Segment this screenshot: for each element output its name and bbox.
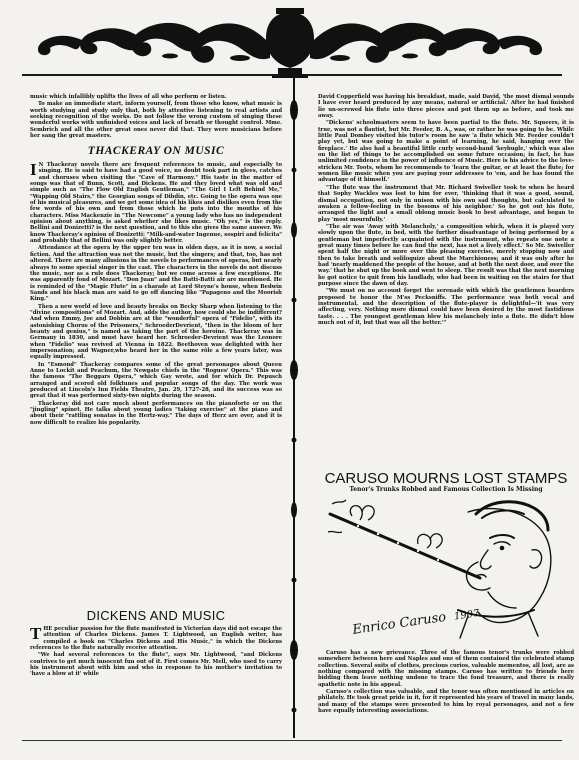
dickens-continuation (318, 94, 574, 327)
dickens-paragraph: HE peculiar passion for the flute manifested in Victorian days did not escape the attention of Charles Dickens. James T. Lightwood, an English writer, has compiled a book on "Charles Dickens and His Music," in which the Dickens references to the flute naturally receive attention. (30, 626, 282, 652)
dickens-paragraph: "We had several references to the flute", says Mr. Lightwood, "and Dickens contrives to get much innocent fun out of it. First comes Mr. Mell, who used to carry his instrument about with him and who in response to his mother's invitation to 'have a blow at it' while (30, 652, 282, 678)
continuation-paragraph: "The flute was the instrument that Mr. Richard Swiveller took to when he heard that Sophy Wackles was lost to him for ever, 'thinking that it was a good, sound, dismal occupation, not only in unison with his own sad thoughts, but calculated to awaken a fellow-feeling in the bosoms of his neighbor.' So he got out his flute, arranged the light and a small oblong music book to best advantage, and began to play 'most mournfully.' (318, 184, 574, 223)
thackeray-paragraph: Thackeray did not care much about performances on the pianoforte or on the "jingling" spinet. He talks about young ladies "taking exercise" at the piano and about their "rattling sonatas in the Hertz-way." The days of Herz are over, and it is now difficult to realize his popularity. (30, 400, 282, 426)
dickens-heading: DICKENS AND MUSIC (86, 608, 226, 623)
intro-text (30, 94, 282, 140)
intro-paragraph: music which infallibly uplifts the lives of all who perform or listen. (30, 94, 227, 100)
intro-paragraph: To make an immediate start, inform yourself, from those who know, what music is worth studying and study only that, both by attentive listening to real artists and seeking recognition of the works. Do not follow the wrong custom of singing these wonderful works with unfinished voices and lack of breath or thought control. Mme. Sembrich and all the other great ones never did that. They were musicians before her sang the great masters. (30, 101, 282, 140)
continuation-paragraph: "Dickens' schoolmasters seem to have been partial to the flute. Mr. Squeers, it is true, was not a flautist, but Mr. Feeder, B. A., was, or rather he was going to be. While little Paul Dombey visited his tutor's room he saw 'a flute which Mr. Feeder couldn't play yet, but was going to make a point of learning, he said, hanging over the fireplace.' He also had a beautiful little curly second-hand 'keybugle,' which was also on the list of things to be accomplished on some future occasion; in fact, he has unlimited confidence in the power of influence of Music. Here is his advice to the love-stricken Mr. Toots, whom he recommends to 'learn the guitar, or at least the flute; for women like music when you are paying your addresses to 'em, and he has found the advantage of it himself.' (318, 120, 574, 184)
caruso-paragraph: Caruso's collection was valuable, and the tenor was often mentioned in articles on philately. He took great pride in it, for it represented his years of travel in many lands, and many of the stamps were presented to him by royal personages, and not a few have equally interesting associations. (318, 689, 574, 715)
footer-rule (22, 740, 562, 741)
thackeray-paragraph: In "Esmond" Thackeray compares some of the great personages about Queen Anne to Lockit and Peachum, the Newgate chiefs in the "Rogues' Opera." This was the famous "The Beggars Opera," which Gay wrote, and for which Dr. Pepusch arranged and scored old folktunes and popular songs of the day. The work was produced at Lincoln's Inn Fields Theatre, Jan. 29, 1727-28, and its success was so great that it was performed sixty-two nights during the season. (30, 361, 282, 400)
thackeray-article (30, 162, 282, 427)
column-divider-icon (287, 70, 301, 738)
thackeray-heading: THACKERAY ON MUSIC (87, 145, 225, 157)
caruso-subheading: Tenor's Trunks Robbed and Famous Collection Is Missing (349, 486, 543, 493)
continuation-paragraph: "We must on no account forget the serenade with which the gentlemen boarders proposed to honor the M'ss Pecksniffs. The performance was both vocal and instrumental, and the description of the flute-player is delightful—'it was very affecting, very. Nothing more dismal could have been desired by the most fastidious taste. . . . The youngest gentleman blew his melancholy into a flute. He didn't blow much out of it, but that was all the better.'" (318, 288, 574, 327)
continuation-paragraph: "The air was 'Away with Melancholy,' a composition which, when it is played very slowly upon the flute, in bed, with the further disadvantage of being performed by a gentleman but imperfectly acquainted with the instrument, who repeats one note a great many times before he can find the next, has not a lively effect.' So Mr. Swiveller spent half the night or more over this pleasing exercise, merely stopping now and then to take breath and soliloquize about the Marchioness; and it was only after he had 'nearly maddened the people of the house, and at both the next door, and over the way.' that he shut up the book and went to sleep. The result was that the next morning he got notice to quit from his landlady, who had been in waiting on the stairs for that purpose since the dawn of day. (318, 223, 574, 287)
signature-year: 1907 (453, 608, 481, 623)
thackeray-dropcap: I (30, 160, 37, 179)
thackeray-paragraph: N Thackeray novels there are frequent references to music, and especially to singing. He is said to have had a good voice, no doubt took part in glees, catches and choruses when visiting the "Cave of Harmony." His taste in the matter of songs was that of Bunn, Scott, and Dickens. He and they loved what was old and simple such as "The Flow Old English Gentleman," "The Girl I Left Behind Me," "Wapping Old Stairs," the Georgian songs of Dibdin, etc. Going to the opera was one of his musical pleasures, and we get some idea of his likes and dislikes even from the few words of his own and from those which he puts into the mouths of his characters. Miss Mackenzie in "The Newcome" a young lady who has no independent opinion about anything, is asked whether she likes music. "Oh yes," is the reply. Bellini and Donizetti? is the next question, and to this she gives the same answer. We know Thackeray's opinion of Donizetti: "Milk-and-water Ingenue, sospiri and felicita" and probably that of Bellini was only slightly better. (30, 162, 282, 245)
thackeray-paragraph: Attendance at the opera by the upper ten was in olden days, as it is now, a social fiction. And the attraction was not the music, but the singers; and that, too, has not altered. There are many allusions in the novels to performances of operas, but nearly always to some special singer in the cast. The characters in the novels do not discuss the music, nor as a rule does Thackeray; but we come across a few exceptions. He was apparently fond of Mozart. "Don Juan" and the Batti-Batti air are mentioned. He is reminded of the "Magic Flute" in a charade at Lord Steyne's house, when Bedwin Sands and his black man are said to go off dancing like "Papageno and the Moorish King." (30, 245, 282, 303)
header-rule-left (22, 74, 280, 76)
dickens-dropcap: T (30, 624, 42, 643)
thackeray-paragraph: Then a new world of love and beauty breaks on Becky Sharp when listening to the "divine compositions" of Mozart. And, adds the author, how could she be indifferent? And when Emmy, Joe and Dobbin are at the "wonderful" opera of "Fidelio", with its astonishing Chorus of the Prisoners," SchroederDevrient, "then in the bloom of her beauty and genius," is named as taking the part of the heroine. Thackeray was in Germany in 1830, and must have heard her. Schroeder-Devrient was the Leonore when "Fidelio" was revived at Vienna in 1822. Beethoven was delighted with her impersonation; and Wagner,who heard her in the same rôle a few years later, was equally impressed. (30, 303, 282, 361)
continuation-paragraph: David Copperfield was having his breakfast, made, said David, 'the most dismal sounds I have ever heard produced by any means, natural or artificial.' After he had finished lie un-screwed his flute into three pieces and put them up as before, and took me away. (318, 94, 574, 120)
caruso-paragraph: Caruso has a new grievance. Three of the famous tenor's trunks were robbed somewhere between here and Naples and one of them contained the celebrated stamp collection. Several suits of clothes, precious curios, valuable mementos, all lost, are as nothing compared with the missing stamps. Caruso has written to friends here bidding them leave nothing undone to trace the fond treasure, and there is really apathetic note in his appeal. (318, 650, 574, 688)
dickens-article (30, 626, 282, 679)
header-rule-right (306, 74, 562, 76)
caruso-heading: CARUSO MOURNS LOST STAMPS (324, 470, 568, 487)
signature-name: Enrico Caruso (351, 609, 448, 638)
caruso-article (318, 650, 574, 715)
